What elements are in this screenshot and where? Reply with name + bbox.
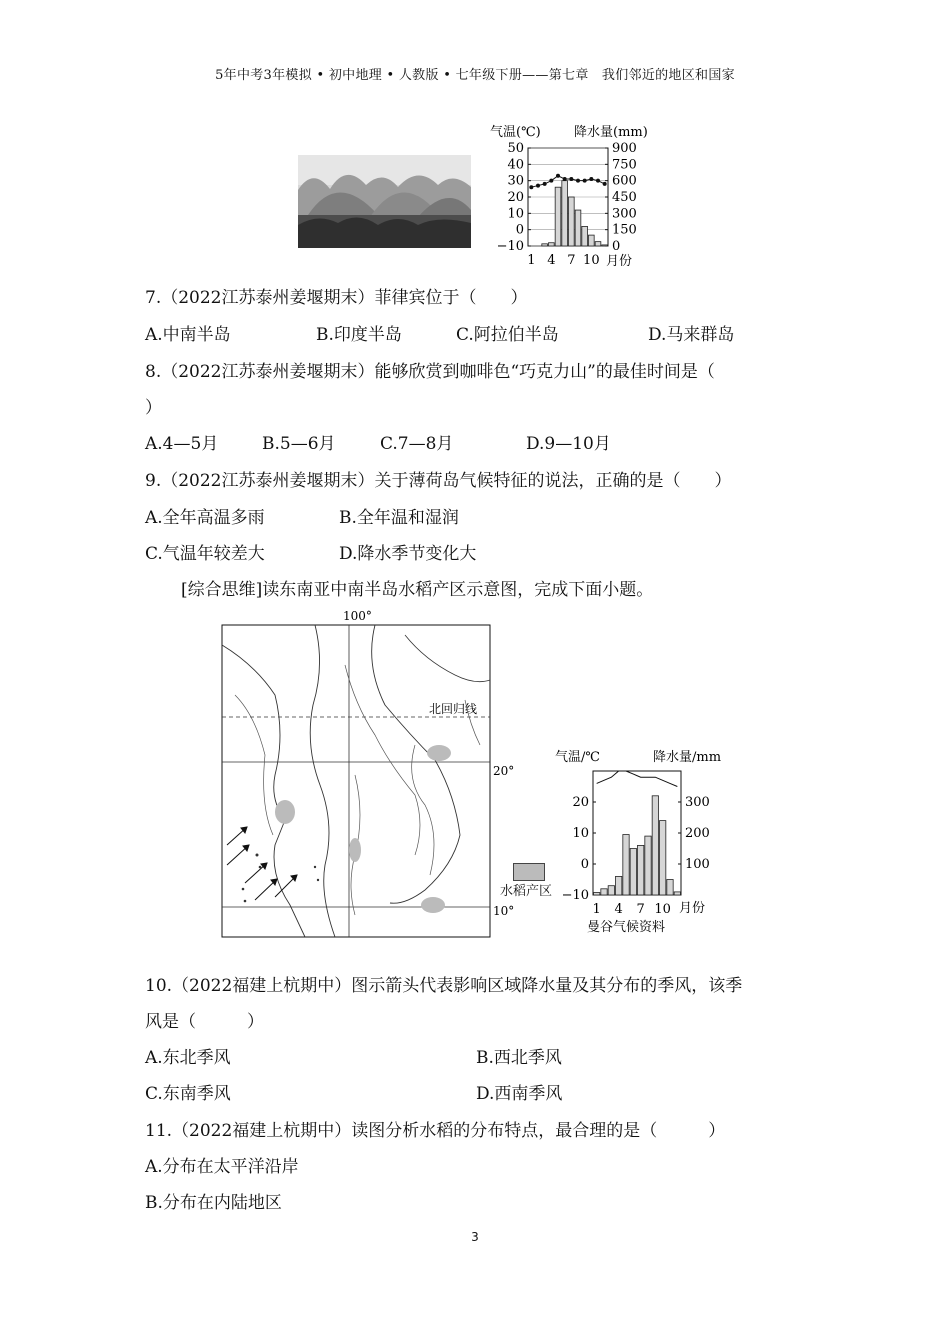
question-8-end: ）: [145, 398, 162, 418]
c2-rain-bar: [660, 821, 666, 895]
chart2-title: 曼谷气候资料: [587, 920, 666, 935]
q8-option-c[interactable]: C.7—8月: [380, 434, 454, 454]
q10-option-a[interactable]: A.东北季风: [145, 1048, 231, 1068]
c2-left-tick: 0: [580, 857, 589, 872]
question-10-line1: 10.（2022福建上杭期中）图示箭头代表影响区域降水量及其分布的季风，该季: [145, 976, 743, 996]
c1-rain-bar: [562, 181, 568, 246]
bohol-climate-chart: [488, 120, 648, 272]
c1-right-tick: 0: [612, 239, 621, 254]
c1-temp-point: [529, 185, 533, 189]
c2-rain-bar: [638, 845, 644, 895]
c2-x-tick: 10: [654, 902, 671, 917]
indochina-rice-map: [215, 605, 515, 940]
c2-rain-bar: [601, 889, 607, 895]
c1-rain-bar: [595, 242, 601, 246]
c2-left-tick: 10: [572, 826, 589, 841]
chart2-ylabel-right: 降水量/mm: [653, 750, 722, 765]
c2-left-tick: −10: [561, 888, 589, 903]
c2-right-tick: 300: [685, 795, 710, 810]
c1-left-tick: 20: [507, 190, 524, 205]
c1-x-tick: 10: [583, 253, 600, 268]
c2-rain-bar: [616, 876, 622, 895]
page-number: 3: [471, 1230, 479, 1244]
q10-option-c[interactable]: C.东南季风: [145, 1084, 231, 1104]
c1-rain-bar: [602, 245, 608, 246]
map-lat20-label: 20°: [493, 764, 515, 778]
chart1-xlabel: 月份: [606, 254, 633, 269]
c1-left-tick: 40: [507, 157, 524, 173]
c2-rain-bar: [645, 836, 651, 895]
q7-option-d[interactable]: D.马来群岛: [648, 325, 735, 345]
c1-temp-line: [531, 176, 604, 187]
q11-option-a[interactable]: A.分布在太平洋沿岸: [145, 1157, 299, 1177]
q8-option-a[interactable]: A.4—5月: [145, 434, 219, 454]
page-header: 5年中考3年模拟 • 初中地理 • 人教版 • 七年级下册——第七章 我们邻近的地区和国家: [215, 68, 735, 83]
chocolate-hills-photo: [298, 155, 471, 248]
c1-right-tick: 300: [612, 206, 637, 222]
c2-rain-bar: [623, 835, 629, 895]
q10-option-d[interactable]: D.西南季风: [476, 1084, 563, 1104]
c1-rain-bar: [542, 244, 548, 246]
c1-left-tick: 10: [507, 206, 524, 222]
c1-temp-point: [543, 182, 547, 186]
q8-option-d[interactable]: D.9—10月: [526, 434, 611, 454]
q9-option-d[interactable]: D.降水季节变化大: [339, 544, 477, 564]
question-11: 11.（2022福建上杭期中）读图分析水稻的分布特点，最合理的是（ ）: [145, 1121, 726, 1141]
c1-right-tick: 600: [612, 173, 637, 189]
c1-left-tick: −10: [496, 239, 524, 254]
map-lon-label: 100°: [343, 609, 372, 623]
c1-rain-bar: [589, 235, 595, 246]
c1-temp-point: [549, 179, 553, 183]
map-tropic-label: 北回归线: [429, 702, 478, 716]
c1-temp-point: [589, 177, 593, 181]
q8-option-b[interactable]: B.5—6月: [262, 434, 336, 454]
c2-x-tick: 7: [636, 902, 645, 917]
c2-rain-bar: [608, 886, 614, 895]
c1-temp-point: [583, 179, 587, 183]
c1-right-tick: 150: [612, 222, 637, 238]
map-lat10-label: 10°: [493, 904, 515, 918]
c2-x-tick: 4: [614, 902, 623, 917]
c1-temp-point: [576, 179, 580, 183]
question-10-line2: 风是（ ）: [145, 1012, 264, 1032]
question-7: 7.（2022江苏泰州姜堰期末）菲律宾位于（ ）: [145, 288, 528, 308]
c1-rain-bar: [549, 243, 555, 246]
q9-option-c[interactable]: C.气温年较差大: [145, 544, 265, 564]
q10-option-b[interactable]: B.西北季风: [476, 1048, 562, 1068]
c1-temp-point: [563, 177, 567, 181]
c1-rain-bar: [555, 187, 561, 246]
q7-option-a[interactable]: A.中南半岛: [145, 325, 231, 345]
c1-left-tick: 30: [507, 173, 524, 189]
c2-right-tick: 200: [685, 826, 710, 841]
c1-x-tick: 7: [567, 253, 576, 268]
c1-x-tick: 4: [547, 253, 556, 268]
c1-temp-point: [596, 179, 600, 183]
c1-right-tick: 450: [612, 190, 637, 205]
c1-rain-bar: [569, 197, 575, 246]
c1-right-tick: 750: [612, 157, 637, 173]
c2-left-tick: 20: [572, 795, 589, 810]
c2-rain-bar: [652, 796, 658, 895]
rice-legend-swatch: [513, 863, 545, 881]
c1-x-tick: 1: [527, 253, 536, 268]
intro-text: [综合思维]读东南亚中南半岛水稻产区示意图，完成下面小题。: [181, 580, 654, 600]
c1-rain-bar: [575, 210, 581, 246]
c2-x-tick: 1: [592, 902, 601, 917]
c1-left-tick: 50: [507, 141, 524, 156]
c1-temp-point: [569, 177, 573, 181]
c2-rain-bar: [594, 893, 600, 895]
question-8: 8.（2022江苏泰州姜堰期末）能够欣赏到咖啡色“巧克力山”的最佳时间是（: [145, 362, 715, 382]
chart1-ylabel-left: 气温(℃): [490, 125, 541, 140]
q9-option-a[interactable]: A.全年高温多雨: [145, 508, 265, 528]
c1-right-tick: 900: [612, 141, 637, 156]
c1-rain-bar: [582, 226, 588, 246]
bangkok-climate-chart: [553, 745, 743, 945]
q7-option-c[interactable]: C.阿拉伯半岛: [456, 325, 559, 345]
c2-rain-bar: [630, 849, 636, 896]
c1-temp-point: [556, 174, 560, 178]
c1-temp-point: [536, 184, 540, 188]
chart2-xlabel: 月份: [679, 901, 706, 916]
chart1-ylabel-right: 降水量(mm): [574, 125, 648, 140]
c2-rain-bar: [674, 892, 680, 895]
chart2-ylabel-left: 气温/℃: [555, 750, 600, 765]
c1-left-tick: 0: [515, 222, 524, 238]
rice-legend-label: 水稻产区: [500, 884, 553, 899]
c2-rain-bar: [667, 880, 673, 896]
q11-option-b[interactable]: B.分布在内陆地区: [145, 1193, 282, 1213]
c1-temp-point: [603, 182, 607, 186]
c2-temp-line: [597, 771, 678, 787]
question-9: 9.（2022江苏泰州姜堰期末）关于薄荷岛气候特征的说法，正确的是（ ）: [145, 471, 732, 491]
c2-right-tick: 100: [685, 857, 710, 872]
q9-option-b[interactable]: B.全年温和湿润: [339, 508, 459, 528]
q7-option-b[interactable]: B.印度半岛: [316, 325, 402, 345]
